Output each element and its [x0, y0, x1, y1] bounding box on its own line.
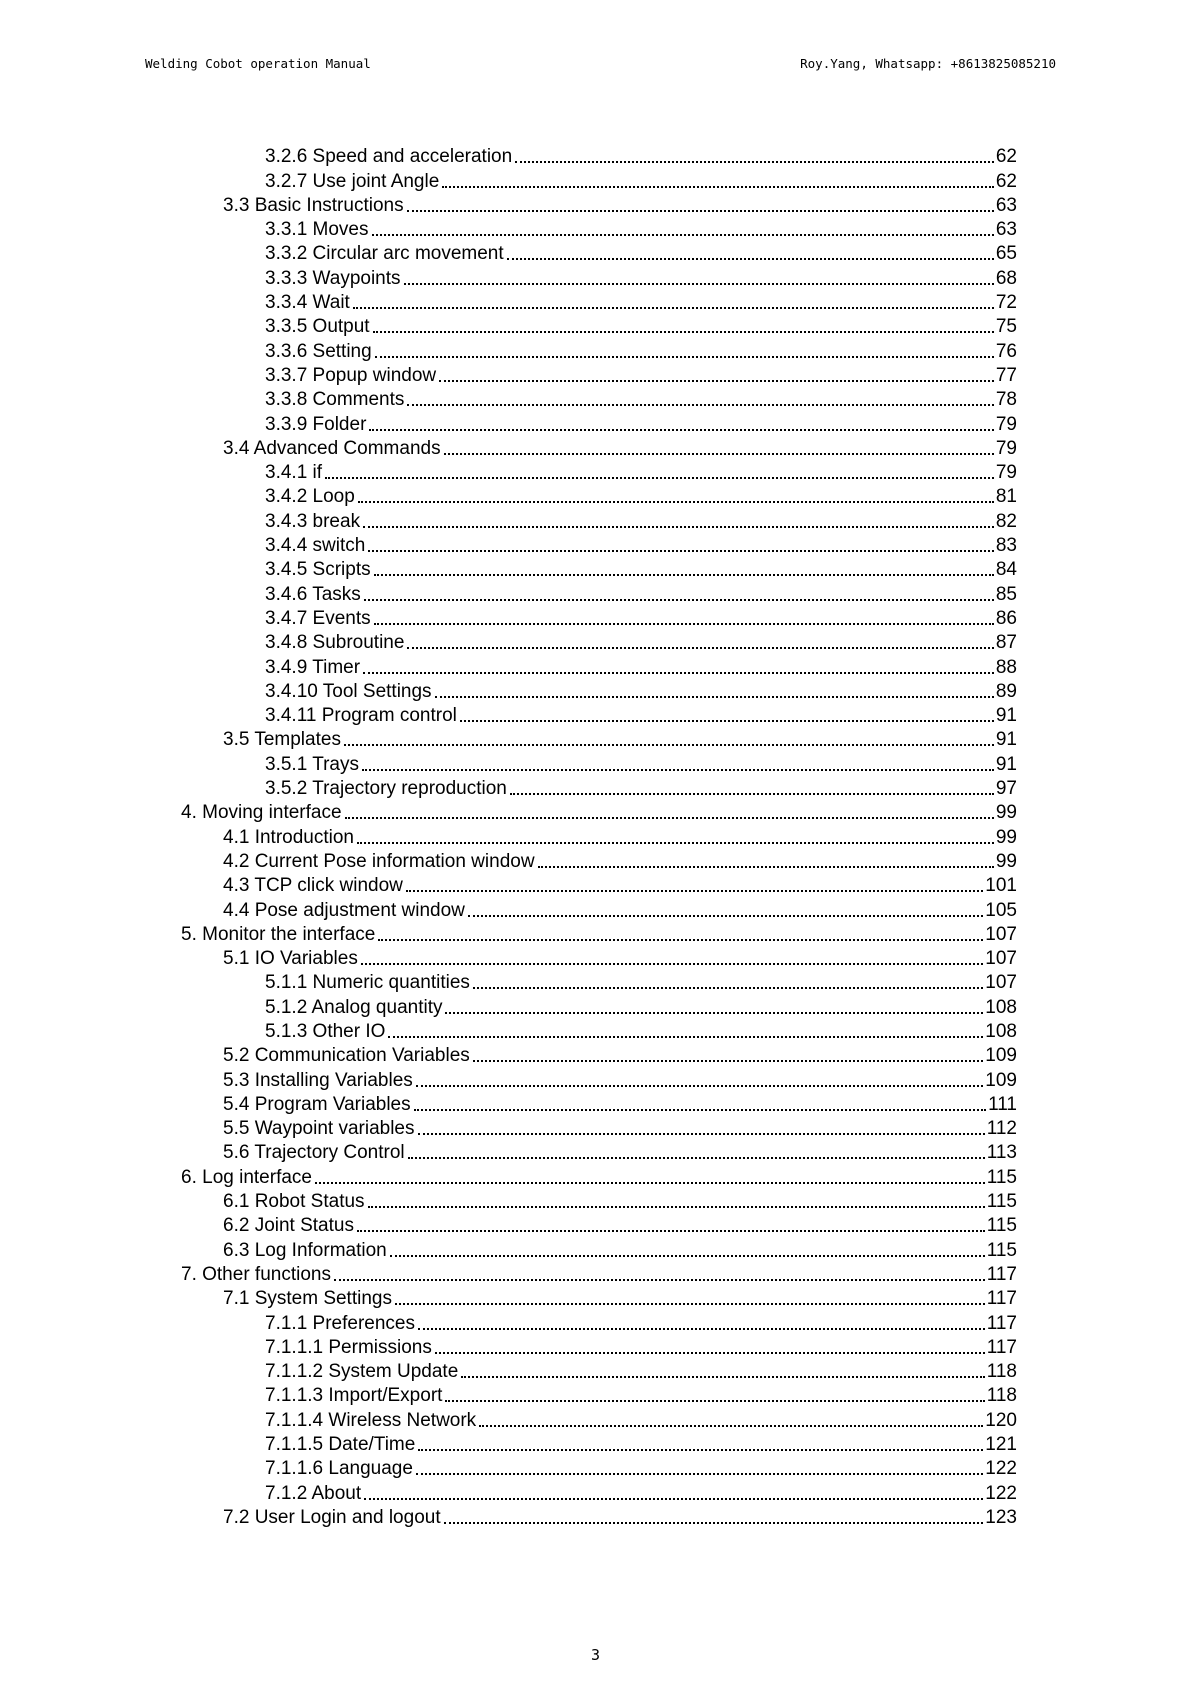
toc-entry[interactable] [0, 897, 1191, 921]
toc-entry[interactable] [0, 703, 1191, 727]
dot-leader [479, 1425, 983, 1427]
toc-entry[interactable] [0, 1407, 1191, 1431]
dot-leader [439, 380, 994, 382]
toc-entry-title: 3.3.7 Popup window [265, 364, 437, 386]
dot-leader [407, 647, 993, 649]
toc-entry-title: 3.4.11 Program control [265, 705, 457, 727]
toc-entry-title: 3.4 Advanced Commands [223, 437, 441, 459]
toc-entry-page: 107 [985, 948, 1017, 970]
toc-entry-title: 3.3.2 Circular arc movement [265, 243, 504, 265]
dot-leader [369, 429, 993, 431]
dot-leader [364, 599, 994, 601]
dot-leader [435, 696, 994, 698]
toc-entry-title: 3.5.2 Trajectory reproduction [265, 778, 507, 800]
toc-entry-title: 6. Log interface [181, 1166, 312, 1188]
toc-entry-page: 115 [986, 1166, 1017, 1188]
toc-entry[interactable] [0, 873, 1191, 897]
toc-entry-page: 88 [995, 656, 1017, 678]
toc-entry-title: 3.4.3 break [265, 510, 361, 532]
toc-entry[interactable] [0, 630, 1191, 654]
dot-leader [375, 356, 994, 358]
toc-entry-page: 77 [995, 364, 1017, 386]
toc-entry-page: 101 [985, 875, 1017, 897]
toc-entry[interactable] [0, 776, 1191, 800]
dot-leader [395, 1303, 985, 1305]
dot-leader [353, 307, 994, 309]
toc-entry[interactable] [0, 824, 1191, 848]
toc-entry-title: 5.5 Waypoint variables [223, 1118, 415, 1140]
toc-entry[interactable] [0, 1237, 1191, 1261]
toc-entry-page: 113 [986, 1142, 1017, 1164]
toc-entry-page: 99 [995, 850, 1017, 872]
toc-entry[interactable] [0, 1116, 1191, 1140]
toc-entry[interactable] [0, 1164, 1191, 1188]
toc-entry-page: 111 [988, 1093, 1017, 1115]
toc-entry[interactable] [0, 533, 1191, 557]
dot-leader [374, 623, 994, 625]
toc-entry-title: 4.3 TCP click window [223, 875, 403, 897]
toc-entry-title: 5.1 IO Variables [223, 948, 358, 970]
dot-leader [444, 1522, 984, 1524]
toc-entry-title: 5.1.3 Other IO [265, 1020, 386, 1042]
toc-entry-page: 115 [986, 1239, 1017, 1261]
toc-entry-title: 3.5 Templates [223, 729, 341, 751]
toc-entry[interactable] [0, 193, 1191, 217]
dot-leader [361, 963, 983, 965]
dot-leader [418, 1328, 985, 1330]
toc-entry-title: 5.6 Trajectory Control [223, 1142, 405, 1164]
toc-entry[interactable] [0, 970, 1191, 994]
toc-entry-page: 99 [995, 802, 1017, 824]
dot-leader [515, 161, 994, 163]
page-number: 3 [590, 1646, 601, 1664]
toc-entry-title: 3.4.1 if [265, 462, 323, 484]
toc-entry[interactable] [0, 1262, 1191, 1286]
toc-entry-title: 3.3 Basic Instructions [223, 194, 404, 216]
toc-entry[interactable] [0, 290, 1191, 314]
dot-leader [416, 1473, 983, 1475]
toc-entry-title: 4.4 Pose adjustment window [223, 899, 465, 921]
toc-entry[interactable] [0, 1189, 1191, 1213]
toc-entry[interactable] [0, 946, 1191, 970]
toc-entry-title: 5.2 Communication Variables [223, 1045, 470, 1067]
toc-entry-title: 3.3.6 Setting [265, 340, 372, 362]
dot-leader [363, 672, 994, 674]
toc-entry-title: 7.2 User Login and logout [223, 1506, 441, 1528]
toc-entry-title: 3.3.1 Moves [265, 219, 369, 241]
running-header [145, 56, 1056, 71]
toc-entry-page: 91 [995, 753, 1017, 775]
toc-entry-title: 3.2.6 Speed and acceleration [265, 146, 513, 168]
toc-entry-title: 3.3.4 Wait [265, 292, 350, 314]
dot-leader [362, 769, 994, 771]
dot-leader [363, 526, 994, 528]
dot-leader [460, 720, 994, 722]
toc-entry-page: 79 [995, 437, 1017, 459]
toc-entry-page: 87 [995, 632, 1017, 654]
toc-entry[interactable] [0, 679, 1191, 703]
toc-entry-page: 117 [986, 1288, 1017, 1310]
toc-entry[interactable] [0, 994, 1191, 1018]
toc-entry-title: 5.1.2 Analog quantity [265, 996, 443, 1018]
toc-entry-page: 97 [995, 778, 1017, 800]
toc-entry-page: 118 [986, 1361, 1017, 1383]
toc-entry-title: 6.1 Robot Status [223, 1191, 365, 1213]
dot-leader [407, 404, 993, 406]
toc-entry-page: 115 [986, 1191, 1017, 1213]
toc-entry-title: 7.1.1.4 Wireless Network [265, 1409, 477, 1431]
toc-entry-page: 91 [995, 705, 1017, 727]
toc-entry[interactable] [0, 1092, 1191, 1116]
toc-entry-title: 4.1 Introduction [223, 826, 354, 848]
toc-entry-page: 109 [985, 1069, 1017, 1091]
toc-entry[interactable] [0, 1043, 1191, 1067]
toc-entry[interactable] [0, 1310, 1191, 1334]
toc-entry-page: 63 [995, 194, 1017, 216]
dot-leader [414, 1109, 986, 1111]
dot-leader [406, 890, 983, 892]
toc-entry[interactable] [0, 265, 1191, 289]
toc-entry[interactable] [0, 1140, 1191, 1164]
toc-entry[interactable] [0, 1359, 1191, 1383]
toc-entry-title: 5.4 Program Variables [223, 1093, 411, 1115]
toc-entry-title: 7.1.1.2 System Update [265, 1361, 459, 1383]
toc-entry[interactable] [0, 581, 1191, 605]
toc-entry-title: 3.4.4 switch [265, 535, 366, 557]
dot-leader [358, 501, 994, 503]
toc-entry[interactable] [0, 436, 1191, 460]
toc-entry-page: 65 [995, 243, 1017, 265]
toc-entry-title: 3.3.9 Folder [265, 413, 367, 435]
toc-entry-title: 3.4.5 Scripts [265, 559, 371, 581]
dot-leader [357, 1230, 985, 1232]
dot-leader [473, 1060, 984, 1062]
dot-leader [374, 574, 994, 576]
toc-entry-page: 122 [985, 1458, 1017, 1480]
dot-leader [373, 331, 994, 333]
toc-entry[interactable] [0, 363, 1191, 387]
toc-entry-page: 82 [995, 510, 1017, 532]
toc-entry-title: 3.3.5 Output [265, 316, 370, 338]
toc-entry[interactable] [0, 727, 1191, 751]
toc-entry-title: 7.1.1 Preferences [265, 1312, 415, 1334]
toc-entry[interactable] [0, 338, 1191, 362]
toc-entry-title: 3.4.10 Tool Settings [265, 680, 432, 702]
dot-leader [404, 283, 994, 285]
toc-entry-page: 112 [986, 1118, 1017, 1140]
dot-leader [344, 744, 994, 746]
dot-leader [444, 453, 994, 455]
toc-entry[interactable] [0, 411, 1191, 435]
dot-leader [315, 1182, 985, 1184]
toc-entry-page: 62 [995, 146, 1017, 168]
toc-entry-page: 108 [985, 1020, 1017, 1042]
toc-entry[interactable] [0, 1286, 1191, 1310]
toc-entry[interactable] [0, 1505, 1191, 1529]
toc-entry-page: 79 [995, 413, 1017, 435]
toc-entry[interactable] [0, 654, 1191, 678]
header-contact: Roy.Yang, Whatsapp: +8613825085210 [800, 56, 1056, 71]
toc-entry[interactable] [0, 1067, 1191, 1091]
dot-leader [368, 1206, 985, 1208]
table-of-contents [0, 144, 1191, 1529]
toc-entry[interactable] [0, 557, 1191, 581]
dot-leader [345, 817, 994, 819]
toc-entry[interactable] [0, 1456, 1191, 1480]
toc-entry-page: 84 [995, 559, 1017, 581]
toc-entry-title: 3.4.8 Subroutine [265, 632, 405, 654]
toc-entry-page: 83 [995, 535, 1017, 557]
dot-leader [445, 1012, 983, 1014]
dot-leader [461, 1376, 984, 1378]
dot-leader [442, 186, 994, 188]
dot-leader [378, 939, 983, 941]
toc-entry-page: 91 [995, 729, 1017, 751]
toc-entry[interactable] [0, 484, 1191, 508]
dot-leader [364, 1498, 983, 1500]
dot-leader [388, 1036, 983, 1038]
toc-entry-title: 7.1.1.6 Language [265, 1458, 413, 1480]
toc-entry-page: 117 [986, 1263, 1017, 1285]
dot-leader [416, 1085, 984, 1087]
toc-entry-title: 3.3.3 Waypoints [265, 267, 401, 289]
toc-entry-page: 79 [995, 462, 1017, 484]
toc-entry-page: 121 [985, 1434, 1017, 1456]
dot-leader [418, 1133, 985, 1135]
toc-entry[interactable] [0, 460, 1191, 484]
toc-entry-title: 3.4.2 Loop [265, 486, 355, 508]
toc-entry[interactable] [0, 1019, 1191, 1043]
toc-entry-title: 5.3 Installing Variables [223, 1069, 413, 1091]
toc-entry[interactable] [0, 217, 1191, 241]
toc-entry[interactable] [0, 849, 1191, 873]
toc-entry-page: 72 [995, 292, 1017, 314]
dot-leader [390, 1255, 985, 1257]
toc-entry[interactable] [0, 508, 1191, 532]
toc-entry-title: 7.1.1.1 Permissions [265, 1336, 432, 1358]
toc-entry-title: 7. Other functions [181, 1263, 331, 1285]
toc-entry-page: 107 [985, 923, 1017, 945]
dot-leader [357, 842, 994, 844]
toc-entry-page: 118 [986, 1385, 1017, 1407]
toc-entry-title: 5.1.1 Numeric quantities [265, 972, 470, 994]
dot-leader [473, 987, 983, 989]
toc-entry-page: 76 [995, 340, 1017, 362]
toc-entry-page: 122 [985, 1482, 1017, 1504]
toc-entry[interactable] [0, 1383, 1191, 1407]
toc-entry[interactable] [0, 1480, 1191, 1504]
dot-leader [418, 1449, 983, 1451]
toc-entry-page: 78 [995, 389, 1017, 411]
dot-leader [408, 1157, 985, 1159]
toc-entry-page: 115 [986, 1215, 1017, 1237]
toc-entry-title: 4.2 Current Pose information window [223, 850, 535, 872]
toc-entry-page: 108 [985, 996, 1017, 1018]
dot-leader [510, 793, 994, 795]
toc-entry-title: 7.1.1.5 Date/Time [265, 1434, 416, 1456]
dot-leader [445, 1400, 984, 1402]
dot-leader [538, 866, 994, 868]
toc-entry-page: 81 [995, 486, 1017, 508]
toc-entry-title: 3.4.9 Timer [265, 656, 361, 678]
toc-entry-title: 3.4.7 Events [265, 607, 371, 629]
dot-leader [372, 234, 994, 236]
dot-leader [325, 477, 994, 479]
toc-entry[interactable] [0, 1335, 1191, 1359]
header-manual-title: Welding Cobot operation Manual [145, 56, 371, 71]
toc-entry-title: 3.4.6 Tasks [265, 583, 361, 605]
toc-entry-title: 3.2.7 Use joint Angle [265, 170, 440, 192]
toc-entry[interactable] [0, 314, 1191, 338]
toc-entry-page: 85 [995, 583, 1017, 605]
toc-entry-title: 5. Monitor the interface [181, 923, 376, 945]
toc-entry[interactable] [0, 1213, 1191, 1237]
toc-entry-page: 117 [986, 1312, 1017, 1334]
toc-entry-title: 6.3 Log Information [223, 1239, 387, 1261]
dot-leader [368, 550, 994, 552]
dot-leader [407, 210, 994, 212]
toc-entry[interactable] [0, 241, 1191, 265]
dot-leader [507, 258, 994, 260]
toc-entry-page: 109 [985, 1045, 1017, 1067]
toc-entry-title: 6.2 Joint Status [223, 1215, 354, 1237]
toc-entry-page: 86 [995, 607, 1017, 629]
toc-entry-title: 7.1.1.3 Import/Export [265, 1385, 443, 1407]
toc-entry-page: 68 [995, 267, 1017, 289]
toc-entry[interactable] [0, 606, 1191, 630]
toc-entry-page: 105 [985, 899, 1017, 921]
toc-entry-title: 3.3.8 Comments [265, 389, 405, 411]
toc-entry-page: 63 [995, 219, 1017, 241]
toc-entry-title: 3.5.1 Trays [265, 753, 359, 775]
toc-entry[interactable] [0, 1432, 1191, 1456]
toc-entry-title: 7.1 System Settings [223, 1288, 392, 1310]
toc-entry[interactable] [0, 387, 1191, 411]
dot-leader [468, 915, 983, 917]
toc-entry-page: 75 [995, 316, 1017, 338]
toc-entry[interactable] [0, 751, 1191, 775]
toc-entry[interactable] [0, 144, 1191, 168]
toc-entry-page: 107 [985, 972, 1017, 994]
toc-entry-page: 99 [995, 826, 1017, 848]
toc-entry-page: 89 [995, 680, 1017, 702]
dot-leader [334, 1279, 985, 1281]
toc-entry-page: 117 [986, 1336, 1017, 1358]
toc-entry[interactable] [0, 922, 1191, 946]
dot-leader [435, 1352, 985, 1354]
toc-entry-title: 7.1.2 About [265, 1482, 362, 1504]
toc-entry-page: 62 [995, 170, 1017, 192]
toc-entry-title: 4. Moving interface [181, 802, 342, 824]
toc-entry-page: 120 [985, 1409, 1017, 1431]
toc-entry[interactable] [0, 168, 1191, 192]
toc-entry[interactable] [0, 800, 1191, 824]
toc-entry-page: 123 [985, 1506, 1017, 1528]
